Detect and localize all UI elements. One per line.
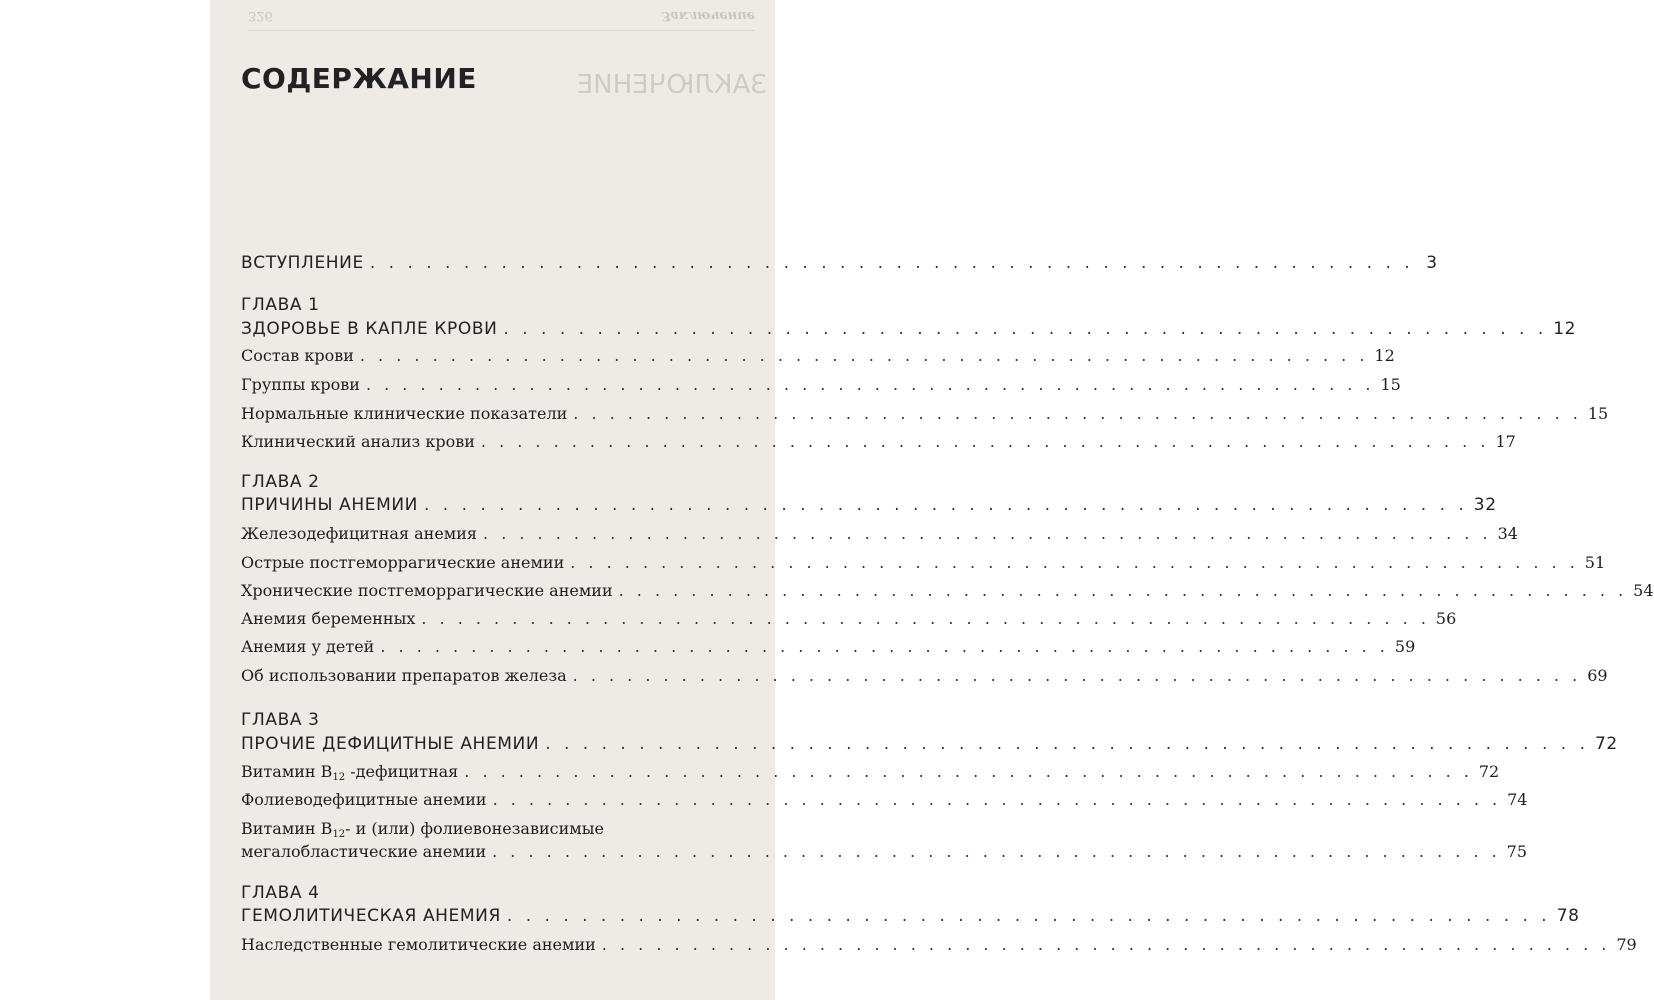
toc-page-number: 15: [1587, 404, 1609, 423]
toc-entry[interactable]: [241, 841, 1528, 863]
toc-page-number: 79: [1616, 935, 1637, 954]
dot-leader: . . . . . . . . . . . . . . . . . . . . . . . . . . . . . . . . . . . . . . . . . . . . . . . . . . . . . . . .: [480, 432, 1490, 451]
subscript: 12: [332, 829, 346, 840]
dot-leader: . . . . . . . . . . . . . . . . . . . . . . . . . . . . . . . . . . . . . . . . . . . . . . . . . . . . . . . .: [503, 319, 1548, 339]
toc-page-number: 54: [1633, 581, 1654, 600]
toc-page-number: 69: [1587, 666, 1608, 685]
chapter-number: ГЛАВА 3: [241, 710, 320, 730]
toc-page-number: 72: [1478, 762, 1500, 781]
toc-entry[interactable]: [241, 345, 1395, 367]
toc-entry-chapter[interactable]: [241, 733, 1618, 755]
toc-entry-label: Наследственные гемолитические анемии: [241, 935, 596, 954]
toc-page-number: 78: [1556, 906, 1580, 926]
toc-entry[interactable]: [241, 789, 1528, 811]
toc-entry[interactable]: [241, 523, 1518, 545]
toc-title: СОДЕРЖАНИЕ: [241, 62, 477, 95]
toc-entry[interactable]: [241, 608, 1457, 630]
chapter-title: ГЕМОЛИТИЧЕСКАЯ АНЕМИЯ: [241, 906, 501, 926]
toc-entry[interactable]: [241, 580, 1654, 602]
toc-page-number: 56: [1435, 609, 1457, 628]
label-text: Витамин B: [241, 762, 333, 781]
toc-page-number: 34: [1497, 524, 1518, 543]
mirrored-page-number: 326: [248, 8, 273, 23]
dot-leader: . . . . . . . . . . . . . . . . . . . . . . . . . . . . . . . . . . . . . . . . . . . . . . . . . . . . . . . .: [365, 375, 1375, 394]
chapter-title: ЗДОРОВЬЕ В КАПЛЕ КРОВИ: [241, 319, 498, 339]
toc-entry[interactable]: [241, 374, 1401, 396]
toc-entry-chapter[interactable]: [241, 905, 1580, 927]
chapter-title: ПРОЧИЕ ДЕФИЦИТНЫЕ АНЕМИИ: [241, 734, 540, 754]
toc-page-number: 75: [1506, 842, 1528, 861]
dot-leader: . . . . . . . . . . . . . . . . . . . . . . . . . . . . . . . . . . . . . . . . . . . . . . . . . . . . . . . .: [618, 581, 1628, 600]
toc-entry[interactable]: [241, 552, 1606, 574]
toc-entry-first-line[interactable]: [241, 818, 746, 840]
dot-leader: . . . . . . . . . . . . . . . . . . . . . . . . . . . . . . . . . . . . . . . . . . . . . . . . . . . . . . . .: [601, 935, 1611, 954]
toc-page-number: 74: [1507, 790, 1528, 809]
toc-entry-label: Клинический анализ крови: [241, 432, 475, 451]
toc-entry[interactable]: [241, 403, 1609, 425]
toc-entry-intro[interactable]: [241, 252, 1438, 274]
mirrored-running-title: Заключение: [661, 8, 755, 23]
toc-entry-chapter[interactable]: [241, 494, 1497, 516]
subscript: 12: [332, 772, 346, 783]
toc-entry-label: ВСТУПЛЕНИЕ: [241, 253, 364, 273]
dot-leader: . . . . . . . . . . . . . . . . . . . . . . . . . . . . . . . . . . . . . . . . . . . . . . . . . . . . . . . .: [483, 524, 1492, 543]
toc-entry-label: Хронические постгеморрагические анемии: [241, 581, 613, 600]
chapter-number: ГЛАВА 2: [241, 472, 320, 492]
toc-page-number: 3: [1426, 253, 1438, 273]
toc-page-number: 12: [1553, 319, 1577, 339]
toc-entry-label: Анемия у детей: [241, 637, 375, 656]
dot-leader: . . . . . . . . . . . . . . . . . . . . . . . . . . . . . . . . . . . . . . . . . . . . . . . . . . . . . . . .: [421, 609, 1430, 628]
toc-entry-chapter[interactable]: [241, 318, 1577, 340]
toc-entry-label: Железодефицитная анемия: [241, 524, 478, 543]
toc-page-number: 15: [1380, 375, 1401, 394]
toc-page-number: 12: [1374, 346, 1395, 365]
dot-leader: . . . . . . . . . . . . . . . . . . . . . . . . . . . . . . . . . . . . . . . . . . . . . . . . . . . . . . . .: [570, 553, 1579, 572]
toc-entry[interactable]: [241, 665, 1608, 687]
toc-entry[interactable]: [241, 431, 1516, 453]
toc-entry[interactable]: [241, 636, 1416, 658]
dot-leader: . . . . . . . . . . . . . . . . . . . . . . . . . . . . . . . . . . . . . . . . . . . . . . . . . . . . . . . .: [545, 734, 1590, 754]
dot-leader: . . . . . . . . . . . . . . . . . . . . . . . . . . . . . . . . . . . . . . . . . . . . . . . . . . . . . . . .: [359, 346, 1369, 365]
toc-entry-label: Состав крови: [241, 346, 354, 365]
dot-leader: . . . . . . . . . . . . . . . . . . . . . . . . . . . . . . . . . . . . . . . . . . . . . . . . . . . . . . . .: [380, 637, 1389, 656]
toc-entry-label: [241, 761, 458, 783]
toc-entry-label: мегалобластические анемии: [241, 842, 487, 861]
toc-page-number: 51: [1584, 553, 1606, 572]
toc-page-number: 72: [1595, 734, 1618, 754]
toc-entry[interactable]: [241, 934, 1637, 956]
chapter-number: ГЛАВА 1: [241, 295, 320, 315]
dot-leader: . . . . . . . . . . . . . . . . . . . . . . . . . . . . . . . . . . . . . . . . . . . . . . . . . . . . . . . .: [492, 790, 1502, 809]
label-text: - и (или) фолиевонезависимые: [345, 819, 604, 838]
toc-page-number: 32: [1473, 495, 1497, 515]
dot-leader: . . . . . . . . . . . . . . . . . . . . . . . . . . . . . . . . . . . . . . . . . . . . . . . . . . . . . . . .: [464, 762, 1473, 781]
toc-entry-label: Нормальные клинические показатели: [241, 404, 568, 423]
chapter-title: ПРИЧИНЫ АНЕМИИ: [241, 495, 418, 515]
toc-page-number: 17: [1495, 432, 1516, 451]
mirrored-running-head: [248, 8, 755, 31]
dot-leader: . . . . . . . . . . . . . . . . . . . . . . . . . . . . . . . . . . . . . . . . . . . . . . . . . . . . . . . .: [572, 666, 1582, 685]
toc-entry[interactable]: [241, 761, 1500, 783]
dot-leader: . . . . . . . . . . . . . . . . . . . . . . . . . . . . . . . . . . . . . . . . . . . . . . . . . . . . . . . .: [369, 253, 1414, 273]
chapter-number: ГЛАВА 4: [241, 883, 320, 903]
dot-leader: . . . . . . . . . . . . . . . . . . . . . . . . . . . . . . . . . . . . . . . . . . . . . . . . . . . . . . . .: [506, 906, 1551, 926]
toc-entry-label: Фолиеводефицитные анемии: [241, 790, 487, 809]
book-page: [210, 0, 1654, 1000]
ghost-heading: ЗАКЛЮЧЕНИЕ: [576, 70, 767, 100]
dot-leader: . . . . . . . . . . . . . . . . . . . . . . . . . . . . . . . . . . . . . . . . . . . . . . . . . . . . . . . .: [423, 495, 1468, 515]
label-text: Витамин B: [241, 819, 333, 838]
dot-leader: . . . . . . . . . . . . . . . . . . . . . . . . . . . . . . . . . . . . . . . . . . . . . . . . . . . . . . . .: [573, 404, 1582, 423]
toc-entry-label: Острые постгеморрагические анемии: [241, 553, 565, 572]
label-text: -дефицитная: [345, 762, 459, 781]
toc-entry-label: Анемия беременных: [241, 609, 416, 628]
toc-page-number: 59: [1394, 637, 1416, 656]
dot-leader: . . . . . . . . . . . . . . . . . . . . . . . . . . . . . . . . . . . . . . . . . . . . . . . . . . . . . . . .: [492, 842, 1501, 861]
toc-entry-label: Группы крови: [241, 375, 360, 394]
toc-entry-label: Об использовании препаратов железа: [241, 666, 567, 685]
